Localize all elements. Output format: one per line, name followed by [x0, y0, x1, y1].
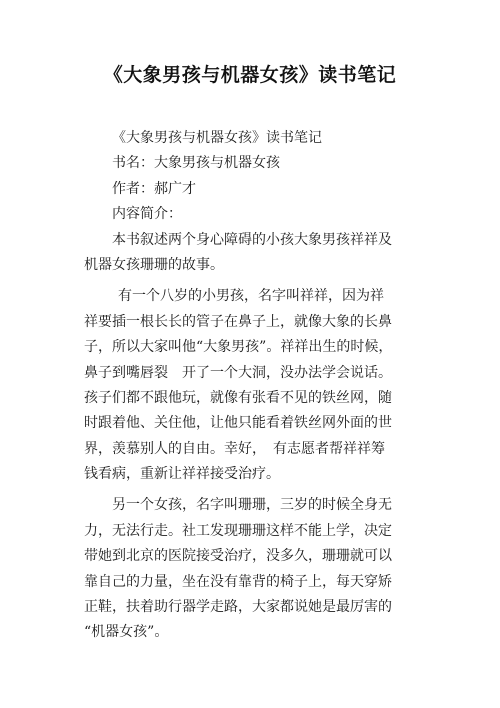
paragraph-1 [84, 228, 430, 279]
paragraph-line: 另一个女孩，名字叫珊珊，三岁的时候全身无 [112, 497, 392, 514]
paragraph-line: 孩子们都不跟他玩，就像有张看不见的铁丝网，随 [84, 389, 392, 406]
paragraph-line: 钱看病，重新让祥祥接受治疗。 [84, 466, 280, 483]
paragraph-line: 子，所以大家叫他“大象男孩”。祥祥出生的时候， [84, 339, 393, 356]
paragraph-line: 界，羡慕别人的自由。幸好， 有志愿者帮祥祥筹 [84, 440, 385, 457]
meta-summary-label: 内容简介： [112, 206, 182, 223]
paragraph-line: 力，无法行走。社工发现珊珊这样不能上学，决定 [84, 522, 392, 539]
meta-author: 作者：郝广才 [112, 180, 196, 197]
paragraph-3 [84, 493, 430, 645]
paragraph-line: 机器女孩珊珊的故事。 [84, 256, 224, 273]
paragraph-line: “机器女孩”。 [84, 624, 169, 641]
paragraph-line: 有一个八岁的小男孩，名字叫祥祥，因为祥 [118, 288, 384, 305]
meta-book-name: 书名：大象男孩与机器女孩 [112, 155, 280, 172]
paragraph-line: 鼻子到嘴唇裂 开了一个大洞，没办法学会说话。 [84, 364, 392, 381]
document-title: 《大象男孩与机器女孩》读书笔记 [103, 64, 397, 86]
meta-heading: 《大象男孩与机器女孩》读书笔记 [112, 130, 322, 146]
paragraph-line: 时跟着他、关住他，让他只能看着铁丝网外面的世 [84, 415, 392, 432]
paragraph-2 [84, 284, 430, 487]
paragraph-line: 带她到北京的医院接受治疗，没多久，珊珊就可以 [84, 548, 392, 565]
paragraph-line: 正鞋，扶着助行器学走路，大家都说她是最厉害的 [84, 599, 392, 616]
paragraph-line: 靠自己的力量，坐在没有靠背的椅子上，每天穿矫 [84, 573, 392, 590]
paragraph-line: 祥要插一根长长的管子在鼻子上，就像大象的长鼻 [84, 313, 392, 330]
paragraph-line: 本书叙述两个身心障碍的小孩大象男孩祥祥及 [112, 231, 392, 248]
document-body [84, 126, 430, 646]
